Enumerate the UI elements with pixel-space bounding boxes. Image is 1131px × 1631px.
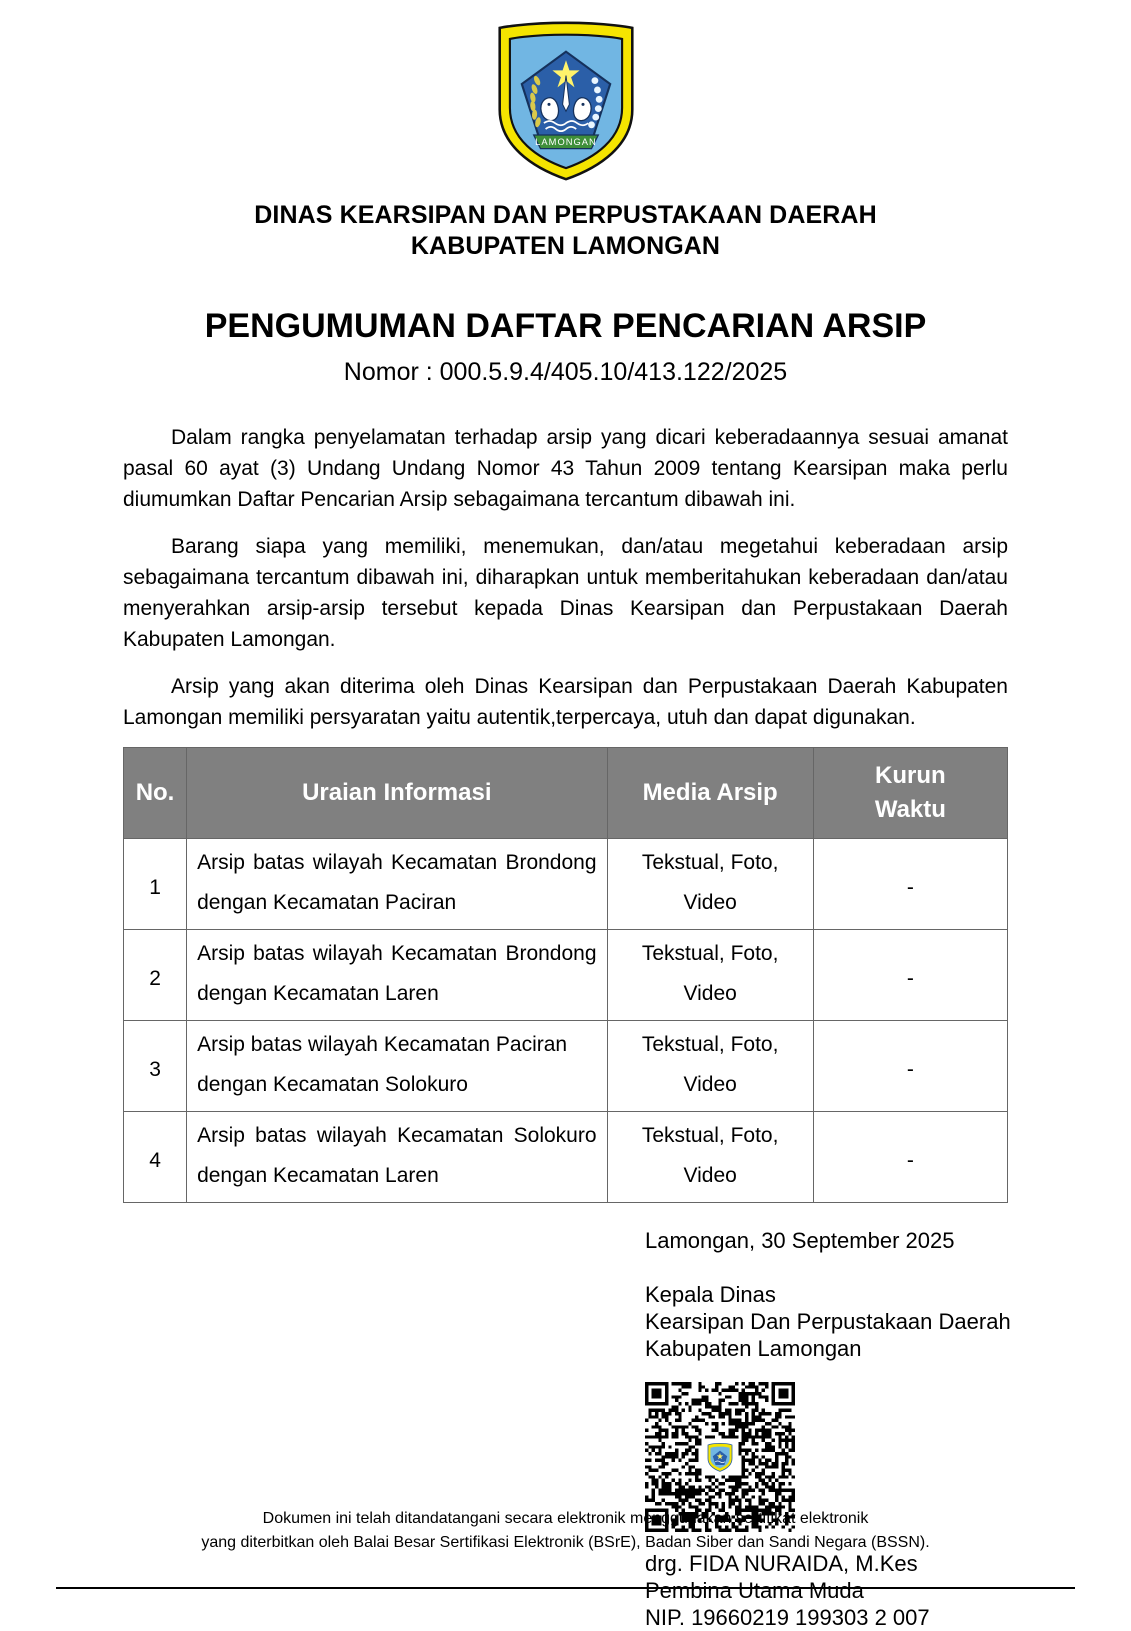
cell-kurun: - — [813, 1021, 1007, 1112]
cell-no: 1 — [124, 839, 187, 930]
organization-line-2: KABUPATEN LAMONGAN — [410, 232, 721, 260]
cell-no: 2 — [124, 930, 187, 1021]
signatory-name: drg. FIDA NURAIDA, M.Kes — [645, 1551, 918, 1576]
cell-uraian: Arsip batas wilayah Kecamatan Solokuro dengan Kecamatan Laren — [187, 1112, 607, 1203]
signatory-role-line-1: Kepala Dinas — [645, 1282, 776, 1307]
paragraph-3: Arsip yang akan diterima oleh Dinas Kearsipan dan Perpustakaan Daerah Kabupaten Lamongan memiliki persyaratan yaitu autentik,terpercaya, utuh dan dapat digunakan. — [123, 675, 1008, 729]
document-number: Nomor : 000.5.9.4/405.10/413.122/2025 — [343, 358, 788, 386]
archive-table-container — [123, 747, 1008, 1203]
svg-text:LAMONGAN: LAMONGAN — [534, 137, 597, 148]
signature-place-date: Lamongan, 30 September 2025 — [645, 1228, 955, 1253]
cell-uraian: Arsip batas wilayah Kecamatan Brondong dengan Kecamatan Laren — [187, 930, 607, 1021]
column-header-kurun-line-1: Kurun — [875, 762, 946, 789]
signatory-nip: NIP. 19660219 199303 2 007 — [645, 1605, 930, 1630]
signatory-identity — [645, 1550, 1131, 1631]
logo-container — [0, 0, 1131, 186]
footer-line-1: Dokumen ini telah ditandatangani secara elektronik menggunakan sertifikat elektronik — [262, 1510, 869, 1527]
page-bottom-rule — [56, 1587, 1075, 1589]
column-header-media-arsip: Media Arsip — [607, 748, 813, 839]
signature-block — [0, 1227, 1131, 1631]
paragraph-2: Barang siapa yang memiliki, menemukan, dan/atau megetahui keberadaan arsip sebagaimana tercantum dibawah ini, diharapkan untuk memberitahukan keberadaan dan/atau menyerahkan arsip-arsip tersebut kepada Dinas Kearsipan dan Perpustakaan Daerah Kabupaten Lamongan. — [123, 535, 1008, 651]
cell-uraian: Arsip batas wilayah Kecamatan Paciran dengan Kecamatan Solokuro — [187, 1021, 607, 1112]
table-row — [124, 839, 1008, 930]
cell-media: Tekstual, Foto, Video — [607, 1112, 813, 1203]
organization-line-1: DINAS KEARSIPAN DAN PERPUSTAKAAN DAERAH — [254, 201, 877, 229]
archive-search-list-table — [123, 747, 1008, 1203]
qr-center-emblem-icon — [704, 1441, 736, 1473]
footer-line-2: yang diterbitkan oleh Balai Besar Sertifikasi Elektronik (BSrE), Badan Siber dan Sandi Negara (BSSN). — [201, 1534, 930, 1551]
column-header-kurun-waktu — [813, 748, 1007, 839]
signatory-role-line-2: Kearsipan Dan Perpustakaan Daerah — [645, 1309, 1011, 1334]
signatory-role — [645, 1281, 1131, 1362]
signatory-role-line-3: Kabupaten Lamongan — [645, 1336, 862, 1361]
document-body — [123, 388, 1008, 733]
cell-no: 3 — [124, 1021, 187, 1112]
table-row — [124, 930, 1008, 1021]
table-row — [124, 1021, 1008, 1112]
organization-name — [0, 200, 1131, 262]
lamongan-coat-of-arms-icon — [481, 16, 651, 186]
electronic-signature-footer — [0, 1507, 1131, 1555]
column-header-kurun-line-2: Waktu — [874, 796, 946, 823]
table-header-row — [124, 748, 1008, 839]
cell-media: Tekstual, Foto, Video — [607, 930, 813, 1021]
cell-kurun: - — [813, 1112, 1007, 1203]
cell-kurun: - — [813, 930, 1007, 1021]
cell-no: 4 — [124, 1112, 187, 1203]
cell-kurun: - — [813, 839, 1007, 930]
table-row — [124, 1112, 1008, 1203]
cell-media: Tekstual, Foto, Video — [607, 1021, 813, 1112]
paragraph-1: Dalam rangka penyelamatan terhadap arsip yang dicari keberadaannya sesuai amanat pasal 60 ayat (3) Undang Undang Nomor 43 Tahun 2009 tentang Kearsipan maka perlu diumumkan Daftar Pencarian Arsip sebagaimana tercantum dibawah ini. — [123, 426, 1008, 511]
cell-uraian: Arsip batas wilayah Kecamatan Brondong dengan Kecamatan Paciran — [187, 839, 607, 930]
signatory-rank: Pembina Utama Muda — [645, 1578, 864, 1603]
cell-media: Tekstual, Foto, Video — [607, 839, 813, 930]
column-header-no: No. — [124, 748, 187, 839]
document-title: PENGUMUMAN DAFTAR PENCARIAN ARSIP — [204, 307, 927, 345]
column-header-uraian-informasi: Uraian Informasi — [187, 748, 607, 839]
